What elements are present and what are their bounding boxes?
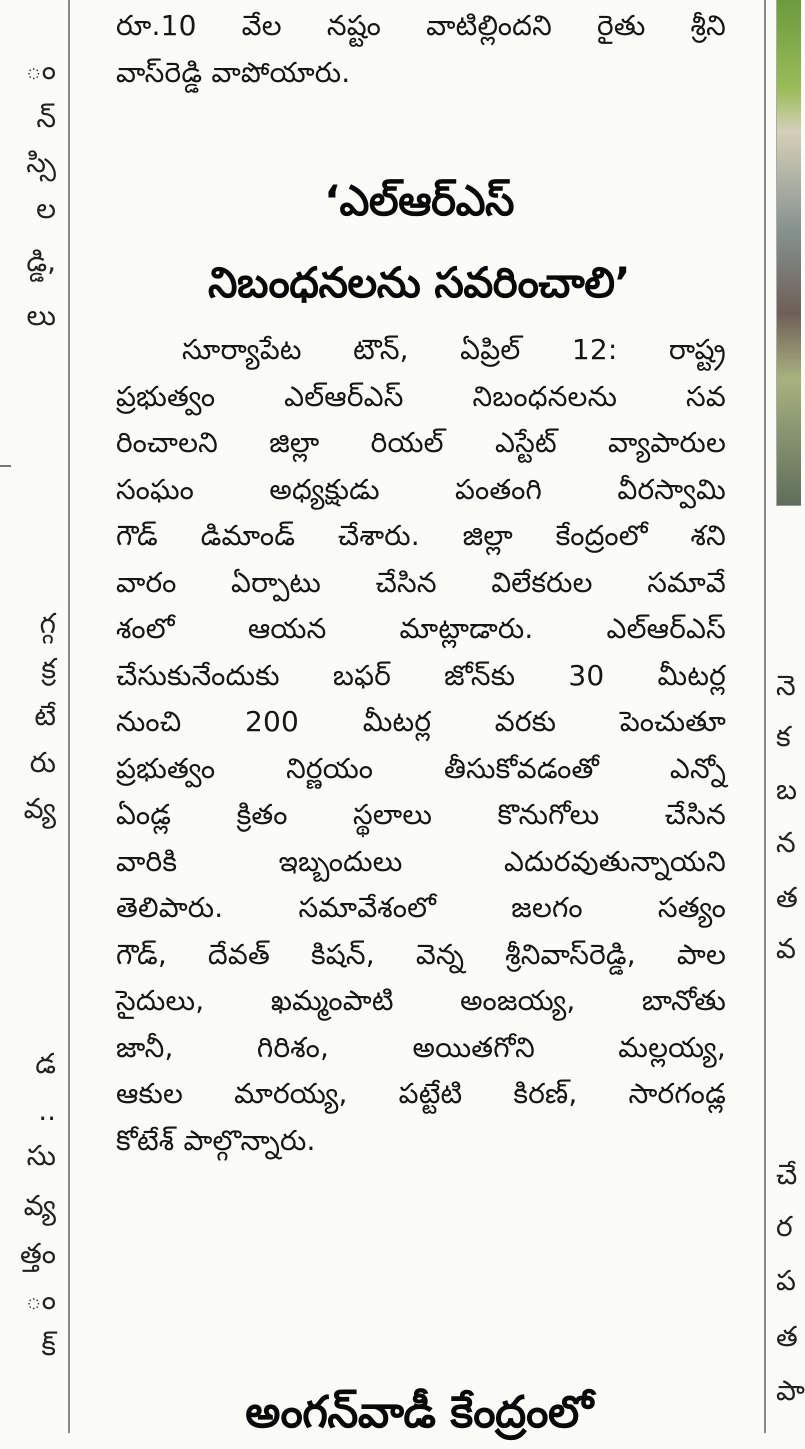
right-fragment: ర bbox=[776, 1210, 793, 1243]
left-fragment: టే bbox=[34, 699, 56, 732]
body-line: వారికి ఇబ్బందులు ఎదురవుతున్నాయని bbox=[116, 844, 726, 878]
body-line: రించాలని జిల్లా రియల్‌ ఎస్టేట్‌ వ్యాపారుల bbox=[116, 426, 726, 459]
left-fragment: ం bbox=[25, 53, 56, 86]
previous-article-ending bbox=[116, 3, 726, 96]
column-divider-stub bbox=[0, 465, 11, 467]
body-line: గౌడ్‌ డిమాండ్‌ చేశారు. జిల్లా కేంద్రంలో శని bbox=[116, 519, 726, 552]
right-fragment: వ bbox=[776, 932, 796, 965]
right-fragment: బ bbox=[776, 773, 798, 806]
right-fragment: చే bbox=[776, 1158, 798, 1191]
headline-line-2: నిబంధనలను సవరించాలి’ bbox=[208, 258, 630, 308]
left-fragment: వ్య bbox=[23, 1189, 56, 1222]
left-fragment: రు bbox=[29, 746, 56, 779]
right-fragment: పా bbox=[776, 1374, 805, 1407]
right-column-rule bbox=[764, 0, 766, 1433]
left-column-rule bbox=[68, 0, 70, 1433]
body-line: ఏండ్ల క్రితం స్థలాలు కొనుగోలు చేసిన bbox=[116, 798, 726, 831]
right-fragment: త bbox=[776, 1320, 798, 1353]
right-column-fragments bbox=[774, 0, 805, 1433]
left-fragment: గ్గ bbox=[39, 607, 56, 640]
headline-line-1: ‘ఎల్‌ఆర్‌ఎస్‌ bbox=[324, 176, 514, 226]
left-fragment: ం bbox=[25, 1283, 56, 1316]
right-fragment: క bbox=[776, 720, 791, 753]
next-article-headline: అంగన్‌వాడీ కేంద్రంలో bbox=[245, 1386, 593, 1438]
right-fragment: నె bbox=[776, 669, 796, 702]
left-fragment: డ bbox=[35, 1047, 56, 1080]
left-fragment: న్ bbox=[36, 101, 56, 134]
right-fragment: న bbox=[776, 826, 796, 859]
body-line: ప్రభుత్వం నిర్ణయం తీసుకోవడంతో ఎన్నో bbox=[116, 751, 726, 785]
left-column-fragments bbox=[0, 0, 58, 1433]
right-fragment: త bbox=[776, 881, 798, 914]
body-line: వాస్‌రెడ్డి వాపోయారు. bbox=[116, 55, 351, 89]
body-line: చేసుకునేందుకు బఫర్‌ జోన్‌కు 30 మీటర్ల bbox=[116, 658, 726, 692]
left-fragment: స్సి bbox=[26, 146, 56, 179]
left-fragment: .. bbox=[38, 1094, 56, 1127]
body-line: తెలిపారు. సమావేశంలో జలగం సత్యం bbox=[116, 891, 726, 924]
left-fragment: డ్డి, bbox=[26, 245, 56, 278]
body-line: శంలో ఆయన మాట్లాడారు. ఎల్‌ఆర్‌ఎస్‌ bbox=[116, 612, 726, 645]
body-line: కోటేశ్‌ పాల్గొన్నారు. bbox=[116, 1123, 316, 1157]
left-fragment: క్ bbox=[41, 1329, 56, 1362]
body-line: గౌడ్‌, దేవత్‌ కిషన్‌, వెన్న శ్రీనివాస్‌రెడ్డి, పాల bbox=[116, 937, 726, 971]
left-fragment: లు bbox=[26, 299, 56, 332]
body-line: ఆకుల మారయ్య, పట్టేటి కిరణ్‌, సారగండ్ల bbox=[116, 1077, 726, 1110]
left-fragment: త్తం bbox=[20, 1237, 56, 1270]
body-line: వారం ఏర్పాటు చేసిన విలేకరుల సమావే bbox=[116, 565, 726, 599]
body-line: నుంచి 200 మీటర్ల వరకు పెంచుతూ bbox=[116, 705, 726, 738]
right-fragment: ప bbox=[776, 1264, 796, 1297]
body-line: జానీ, గిరిశం, అయితగోని మల్లయ్య, bbox=[116, 1030, 726, 1064]
left-fragment: వ్య bbox=[23, 792, 56, 825]
body-line: సైదులు, ఖమ్మంపాటి అంజయ్య, బానోతు bbox=[116, 984, 726, 1017]
left-fragment: సు bbox=[26, 1139, 56, 1172]
main-article-column bbox=[82, 0, 756, 1438]
lrs-rules-article bbox=[116, 327, 726, 1164]
left-fragment: ల bbox=[36, 192, 56, 225]
body-line: సంఘం అధ్యక్షుడు పంతంగి వీరస్వామి bbox=[116, 472, 726, 506]
body-line: ప్రభుత్వం ఎల్‌ఆర్‌ఎస్‌ నిబంధనలను సవ bbox=[116, 379, 726, 413]
left-fragment: క్ర bbox=[41, 652, 56, 685]
body-line: రూ.10 వేల నష్టం వాటిల్లిందని రైతు శ్రీని bbox=[116, 9, 726, 42]
body-line: సూర్యాపేట టౌన్‌, ఏప్రిల్‌ 12: రాష్ట్ర bbox=[182, 333, 726, 366]
